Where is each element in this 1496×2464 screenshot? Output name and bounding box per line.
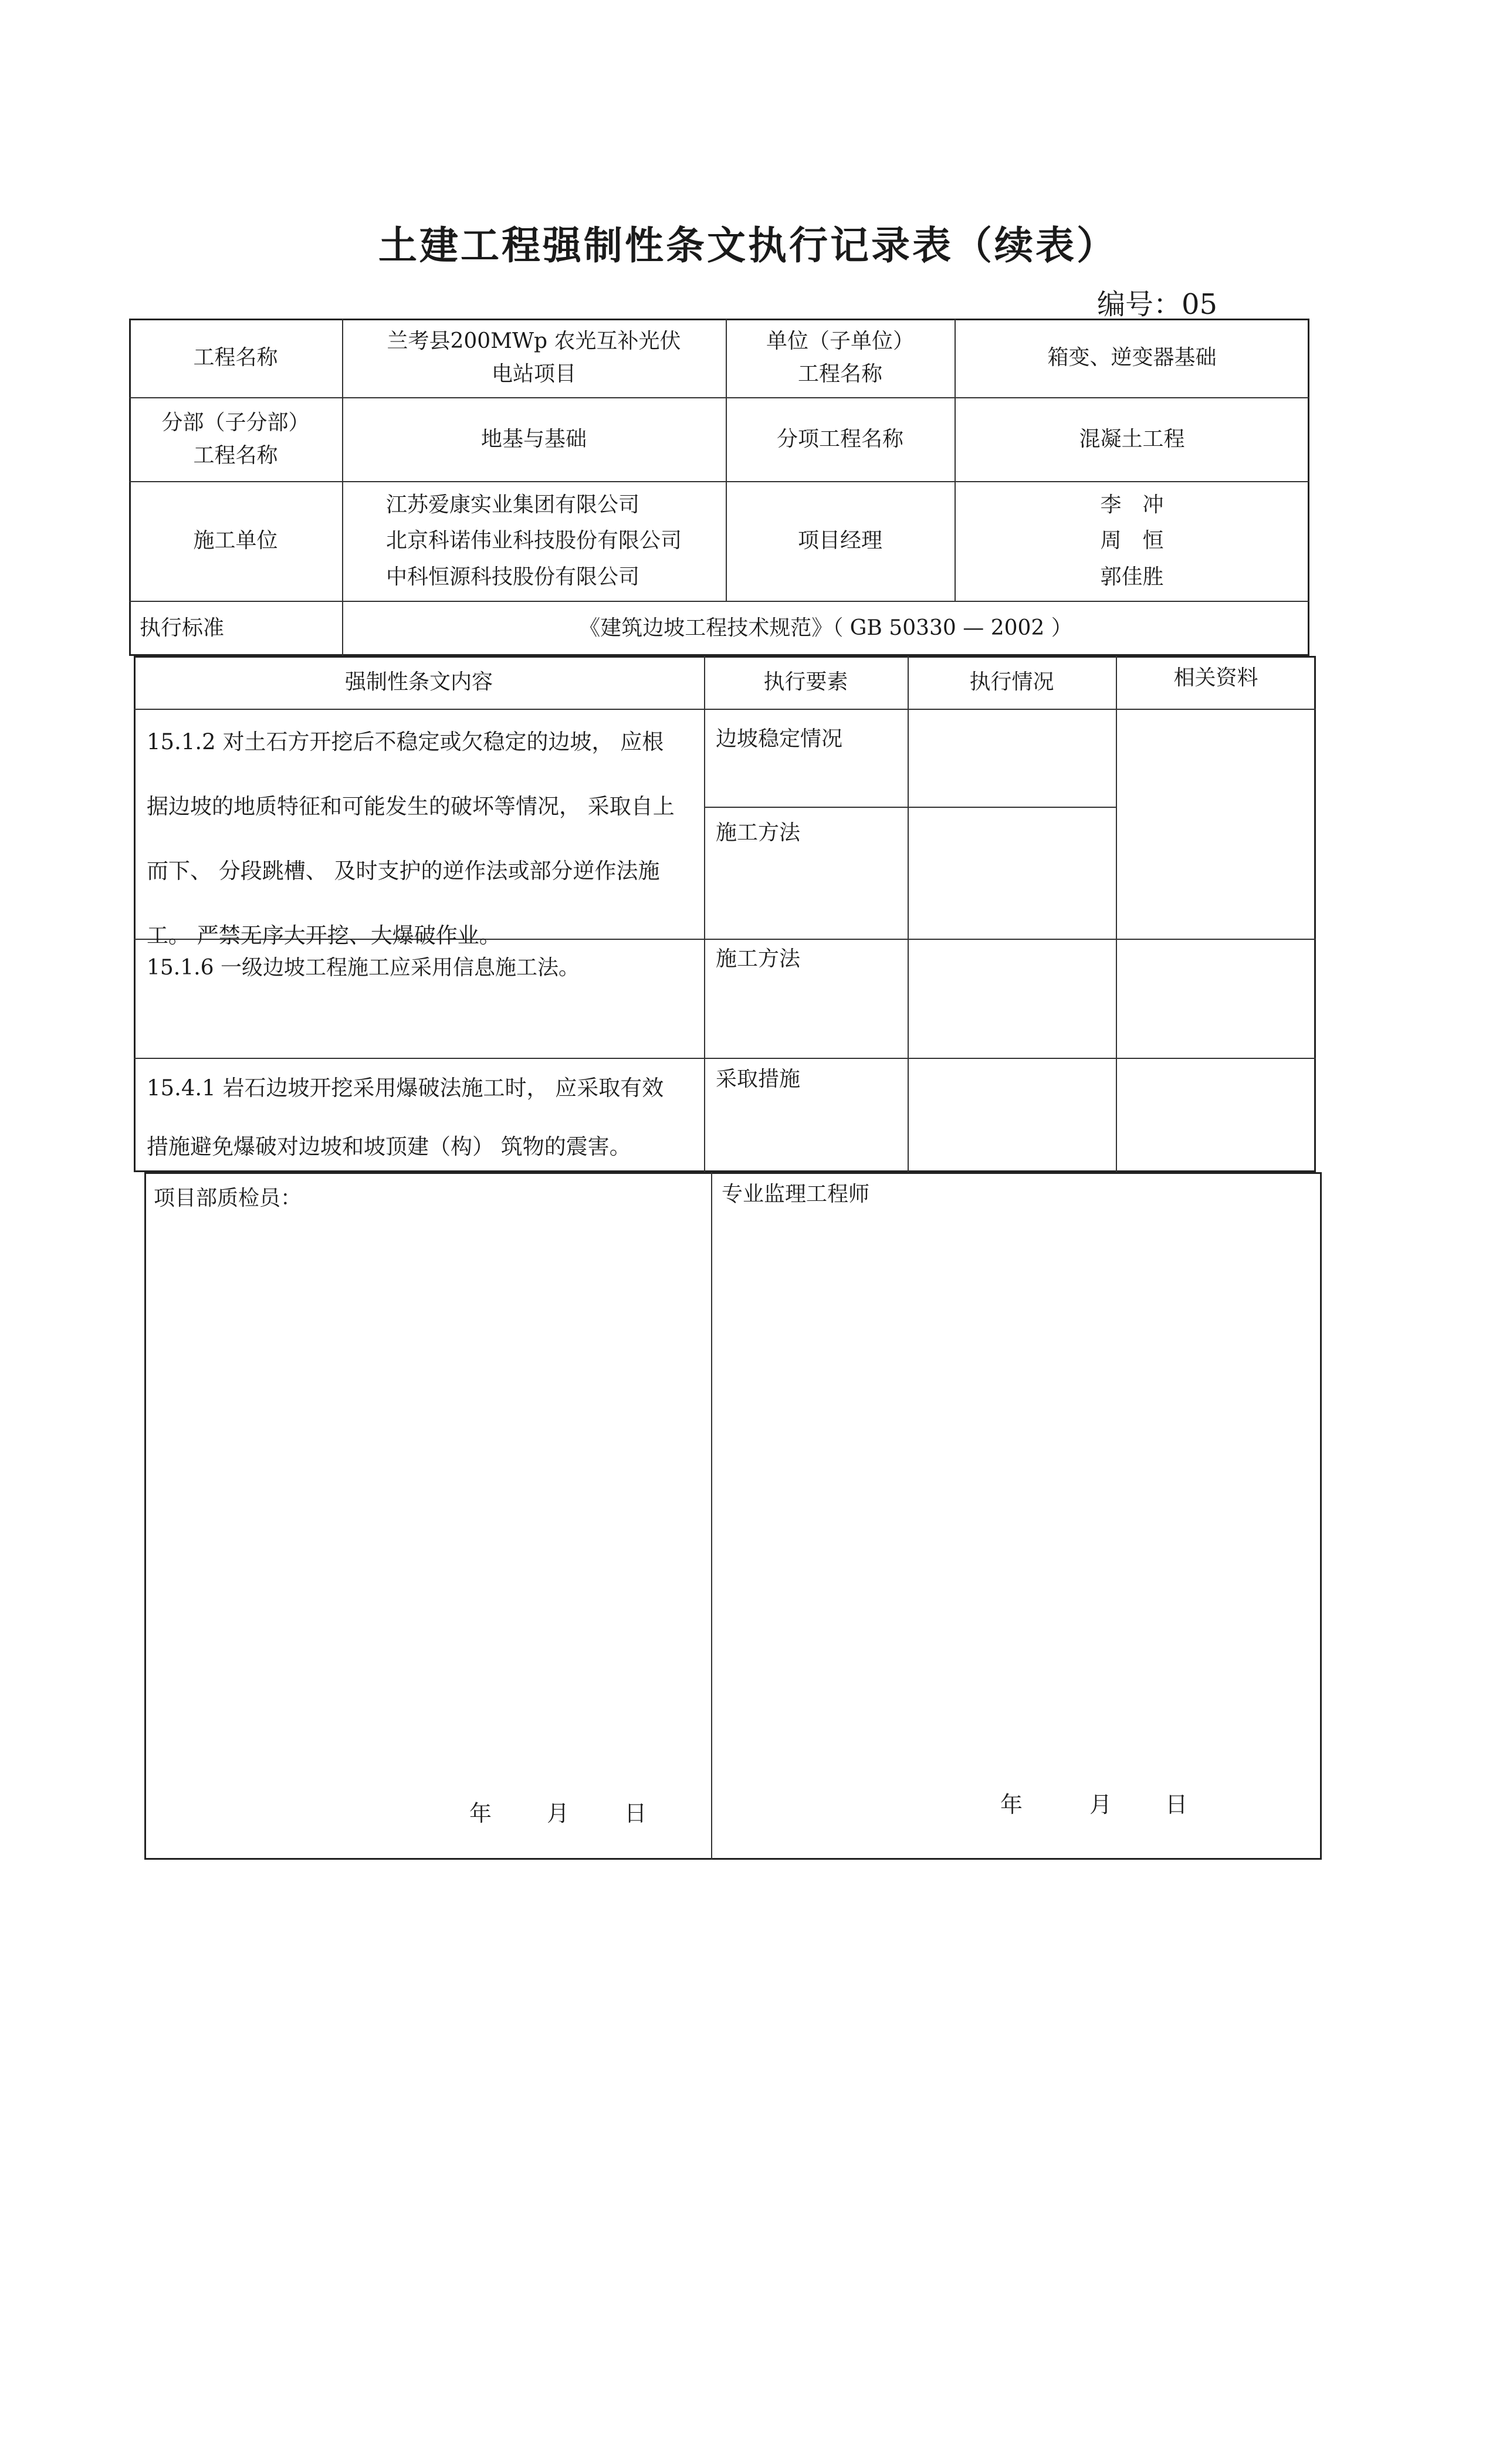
contractor-list: [342, 481, 726, 601]
execution-element: 采取措施: [716, 1067, 801, 1091]
date-year: 年: [1000, 1792, 1024, 1817]
page-title: 土建工程强制性条文执行记录表（续表）: [378, 223, 1118, 268]
contractor-item: 北京科诺伟业科技股份有限公司: [385, 529, 682, 553]
manager-label: 项目经理: [797, 529, 882, 553]
manager-list: [955, 481, 1309, 601]
execution-element: 施工方法: [716, 821, 801, 845]
date-month: 月: [547, 1800, 571, 1826]
supervisor-date: [1000, 1786, 1189, 1819]
manager-item: 周 恒: [1100, 529, 1164, 553]
standard-label: 执行标准: [140, 616, 225, 641]
contractor-item: 江苏爱康实业集团有限公司: [385, 493, 639, 517]
execution-element: 施工方法: [716, 947, 801, 971]
standard-value: 《建筑边坡工程技术规范》（ GB 50330 — 2002 ）: [579, 616, 1072, 641]
execution-element: 边坡稳定情况: [716, 727, 843, 751]
column-header-materials: 相关资料: [1173, 666, 1258, 690]
manager-item: 郭佳胜: [1100, 564, 1164, 589]
unit-value: 箱变、逆变器基础: [1047, 346, 1217, 370]
supervisor-label: 专业监理工程师: [722, 1182, 870, 1206]
clause-item: 15.1.6 一级边坡工程施工应采用信息施工法。: [147, 956, 580, 980]
column-header-content: 强制性条文内容: [344, 670, 493, 695]
project-name-value: [342, 319, 726, 397]
document-number: 编号：05: [1097, 288, 1218, 321]
contractor-item: 中科恒源科技股份有限公司: [385, 564, 639, 589]
clause-item: 15.4.1 岩石边坡开挖采用爆破法施工时， 应采取有效 措施避免爆破对边坡和坡顶建（构） 筑物的震害。: [147, 1075, 664, 1159]
signoff-table: [144, 1172, 1322, 1860]
unit-label: 单位（子单位） 工程名称: [766, 329, 914, 386]
contractor-label: 施工单位: [193, 529, 278, 553]
subdivision-label: 分部（子分部） 工程名称: [161, 410, 310, 468]
manager-item: 李 冲: [1100, 493, 1164, 517]
column-header-status: 执行情况: [969, 670, 1054, 695]
inspector-date: [469, 1795, 648, 1827]
subdivision-value: 地基与基础: [480, 427, 587, 451]
item-label: 分项工程名称: [776, 427, 903, 451]
date-month: 月: [1089, 1792, 1113, 1817]
clause-item: 15.1.2 对土石方开挖后不稳定或欠稳定的边坡， 应根 据边坡的地质特征和可能发生的破坏等情况， 采取自上 而下、 分段跳槽、 及时支护的逆作法或部分逆作法施 工。 严禁无序大开挖、大爆破作业。: [147, 729, 675, 948]
column-header-element: 执行要素: [763, 670, 848, 695]
inspector-label: 项目部质检员：: [154, 1186, 302, 1210]
project-name-line: 电站项目: [491, 362, 576, 386]
project-name-label: 工程名称: [193, 346, 278, 370]
date-day: 日: [624, 1800, 648, 1826]
date-year: 年: [469, 1800, 493, 1826]
project-name-line: 兰考县200MWp 农光互补光伏: [387, 329, 681, 354]
date-day: 日: [1165, 1792, 1189, 1817]
item-value: 混凝土工程: [1079, 427, 1185, 451]
